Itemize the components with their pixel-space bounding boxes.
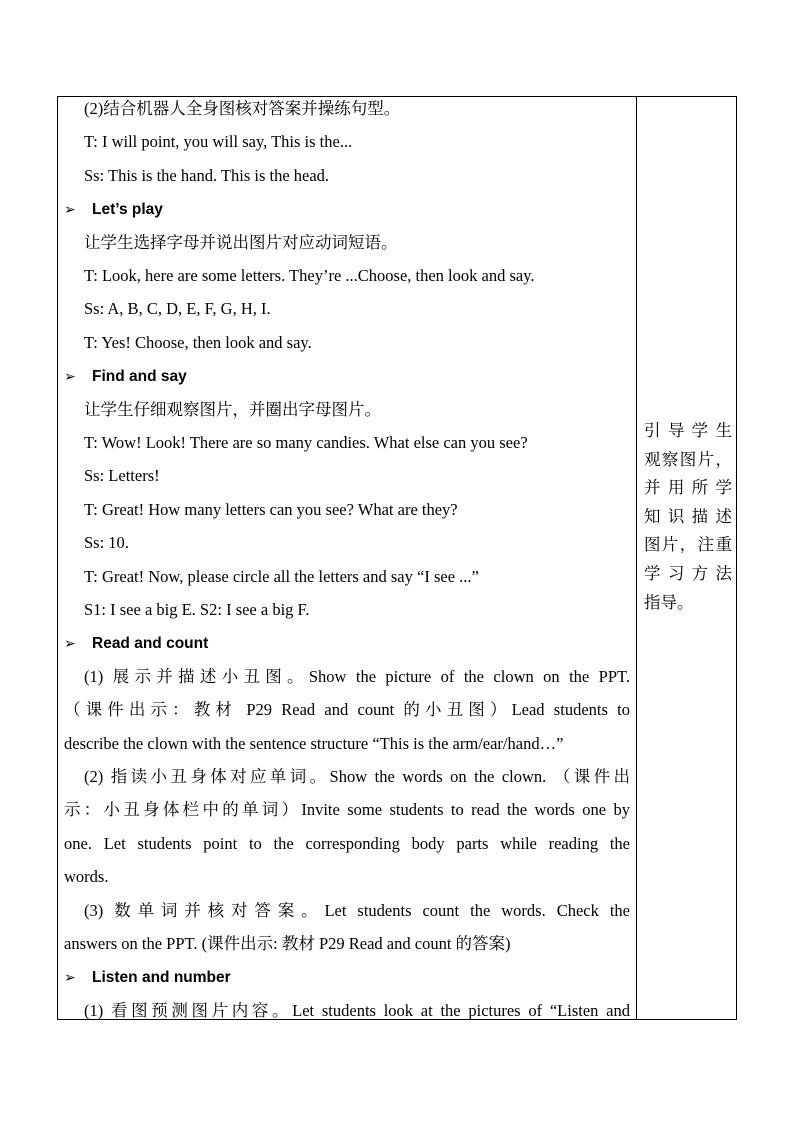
note-line: 学习方法: [644, 564, 732, 583]
body-line: 让学生仔细观察图片，并圈出字母图片。: [84, 399, 381, 419]
body-line: T: I will point, you will say, This is the...: [84, 132, 353, 152]
bullet-arrow-icon: ➢: [64, 368, 76, 385]
body-line: T: Yes! Choose, then look and say.: [84, 332, 312, 352]
body-line: one. Let students point to the corresponding body parts while reading the: [64, 833, 630, 853]
body-line: (2)结合机器人全身图核对答案并操练句型。: [84, 99, 401, 118]
note-line: 并用所学: [644, 478, 732, 498]
body-line: Ss: This is the hand. This is the head.: [84, 165, 330, 185]
column-divider: [636, 97, 637, 1019]
note-line: 知识描述: [644, 506, 732, 526]
section-heading: [64, 365, 187, 388]
heading-text: Let’s play: [92, 201, 163, 219]
body-line: (2) 指读小丑身体对应单词。Show the words on the clown. （课件出: [84, 767, 630, 786]
body-line: answers on the PPT. (课件出示: 教材 P29 Read and count 的答案): [64, 934, 511, 953]
heading-text: Find and say: [92, 368, 187, 386]
bullet-arrow-icon: ➢: [64, 635, 76, 652]
body-line: Ss: 10.: [84, 533, 129, 553]
body-line: T: Great! How many letters can you see? What are they?: [84, 499, 458, 519]
body-line: T: Look, here are some letters. They’re ...Choose, then look and say.: [84, 266, 535, 285]
body-line: S1: I see a big E. S2: I see a big F.: [84, 600, 310, 619]
body-line: describe the clown with the sentence structure “This is the arm/ear/hand…”: [64, 733, 564, 753]
note-line: 图片，注重: [644, 535, 732, 555]
bullet-arrow-icon: ➢: [64, 201, 76, 218]
body-line: （课件出示：教材 P29 Read and count 的小丑图）Lead students to: [64, 700, 630, 720]
section-heading: [64, 632, 208, 655]
heading-text: Read and count: [92, 635, 209, 653]
body-line: T: Great! Now, please circle all the letters and say “I see ...”: [84, 566, 479, 586]
note-line: 引导学生: [644, 421, 732, 440]
lesson-table: [57, 96, 737, 1020]
body-line: (1) 展示并描述小丑图。Show the picture of the clown on the PPT.: [84, 666, 630, 686]
body-line: Ss: Letters!: [84, 466, 160, 486]
section-heading: [64, 966, 231, 989]
heading-text: Listen and number: [92, 969, 231, 987]
body-line: (1) 看图预测图片内容。Let students look at the pictures of “Listen and: [84, 1000, 630, 1020]
note-line: 观察图片，: [644, 449, 732, 469]
body-line: words.: [64, 867, 109, 887]
body-line: 示：小丑身体栏中的单词）Invite some students to read the words one by: [64, 800, 630, 820]
bullet-arrow-icon: ➢: [64, 969, 76, 986]
note-line: 指导。: [644, 592, 694, 612]
body-line: T: Wow! Look! There are so many candies. What else can you see?: [84, 433, 528, 452]
section-heading: [64, 198, 163, 221]
body-line: 让学生选择字母并说出图片对应动词短语。: [84, 232, 398, 252]
body-line: Ss: A, B, C, D, E, F, G, H, I.: [84, 299, 271, 319]
body-line: (3) 数单词并核对答案。Let students count the words. Check the: [84, 900, 630, 920]
